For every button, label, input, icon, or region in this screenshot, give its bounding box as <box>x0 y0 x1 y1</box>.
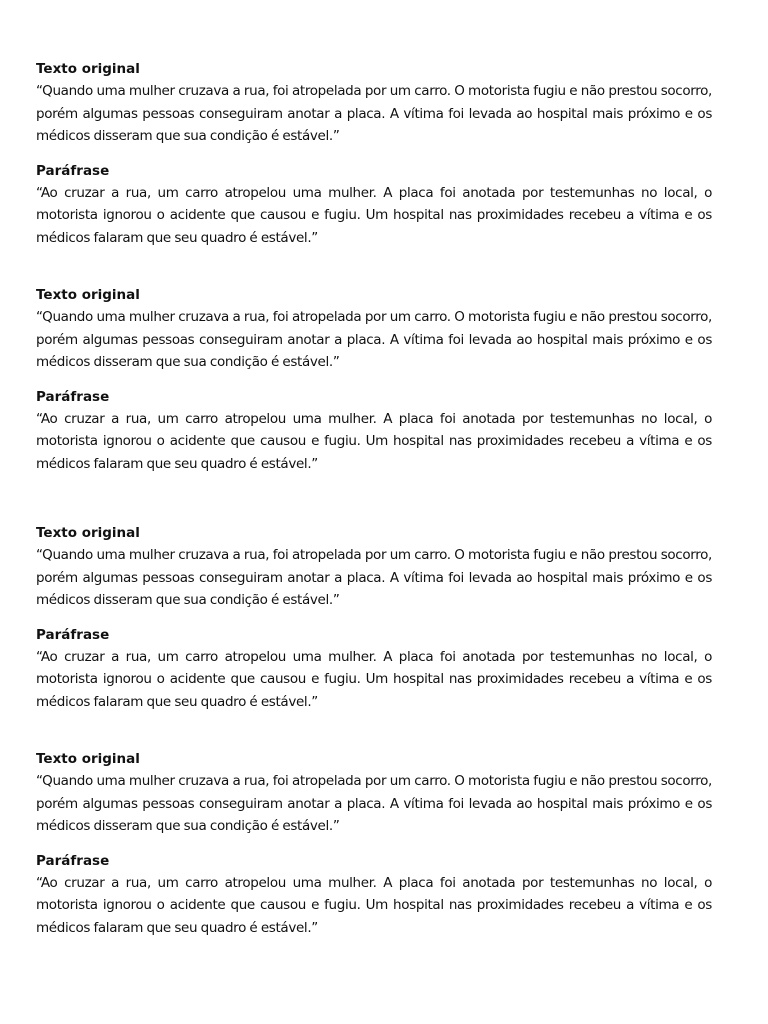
paraphrase-heading: Paráfrase <box>36 626 110 643</box>
paraphrase-heading: Paráfrase <box>36 852 110 869</box>
paraphrase-text: “Ao cruzar a rua, um carro atropelou uma mulher. A placa foi anotada por testemunhas no local, o motorista ignorou o acidente que causou e fugiu. Um hospital nas proximidades recebeu a vítima e os médicos falaram que seu quadro é estável.” <box>36 874 712 936</box>
paraphrase-text: “Ao cruzar a rua, um carro atropelou uma mulher. A placa foi anotada por testemunhas no local, o motorista ignorou o acidente que causou e fugiu. Um hospital nas proximidades recebeu a vítima e os médicos falaram que seu quadro é estável.” <box>36 184 712 246</box>
original-text: “Quando uma mulher cruzava a rua, foi atropelada por um carro. O motorista fugiu e não prestou socorro, porém algumas pessoas conseguiram anotar a placa. A vítima foi levada ao hospital mais próximo e os médicos disseram que sua condição é estável.” <box>36 83 712 144</box>
paraphrase-heading: Paráfrase <box>36 388 110 405</box>
original-heading: Texto original <box>36 525 140 541</box>
original-heading: Texto original <box>36 751 140 767</box>
document-page <box>36 58 712 939</box>
section-2 <box>36 284 712 475</box>
section-4 <box>36 748 712 939</box>
paraphrase-text: “Ao cruzar a rua, um carro atropelou uma mulher. A placa foi anotada por testemunhas no local, o motorista ignorou o acidente que causou e fugiu. Um hospital nas proximidades recebeu a vítima e os médicos falaram que seu quadro é estável.” <box>36 648 712 710</box>
original-text: “Quando uma mulher cruzava a rua, foi atropelada por um carro. O motorista fugiu e não prestou socorro, porém algumas pessoas conseguiram anotar a placa. A vítima foi levada ao hospital mais próximo e os médicos disseram que sua condição é estável.” <box>36 547 712 608</box>
original-text: “Quando uma mulher cruzava a rua, foi atropelada por um carro. O motorista fugiu e não prestou socorro, porém algumas pessoas conseguiram anotar a placa. A vítima foi levada ao hospital mais próximo e os médicos disseram que sua condição é estável.” <box>36 309 712 370</box>
section-1 <box>36 58 712 249</box>
section-3 <box>36 522 712 713</box>
paraphrase-text: “Ao cruzar a rua, um carro atropelou uma mulher. A placa foi anotada por testemunhas no local, o motorista ignorou o acidente que causou e fugiu. Um hospital nas proximidades recebeu a vítima e os médicos falaram que seu quadro é estável.” <box>36 410 712 472</box>
original-text: “Quando uma mulher cruzava a rua, foi atropelada por um carro. O motorista fugiu e não prestou socorro, porém algumas pessoas conseguiram anotar a placa. A vítima foi levada ao hospital mais próximo e os médicos disseram que sua condição é estável.” <box>36 773 712 834</box>
paraphrase-heading: Paráfrase <box>36 162 110 179</box>
original-heading: Texto original <box>36 61 140 77</box>
original-heading: Texto original <box>36 287 140 303</box>
